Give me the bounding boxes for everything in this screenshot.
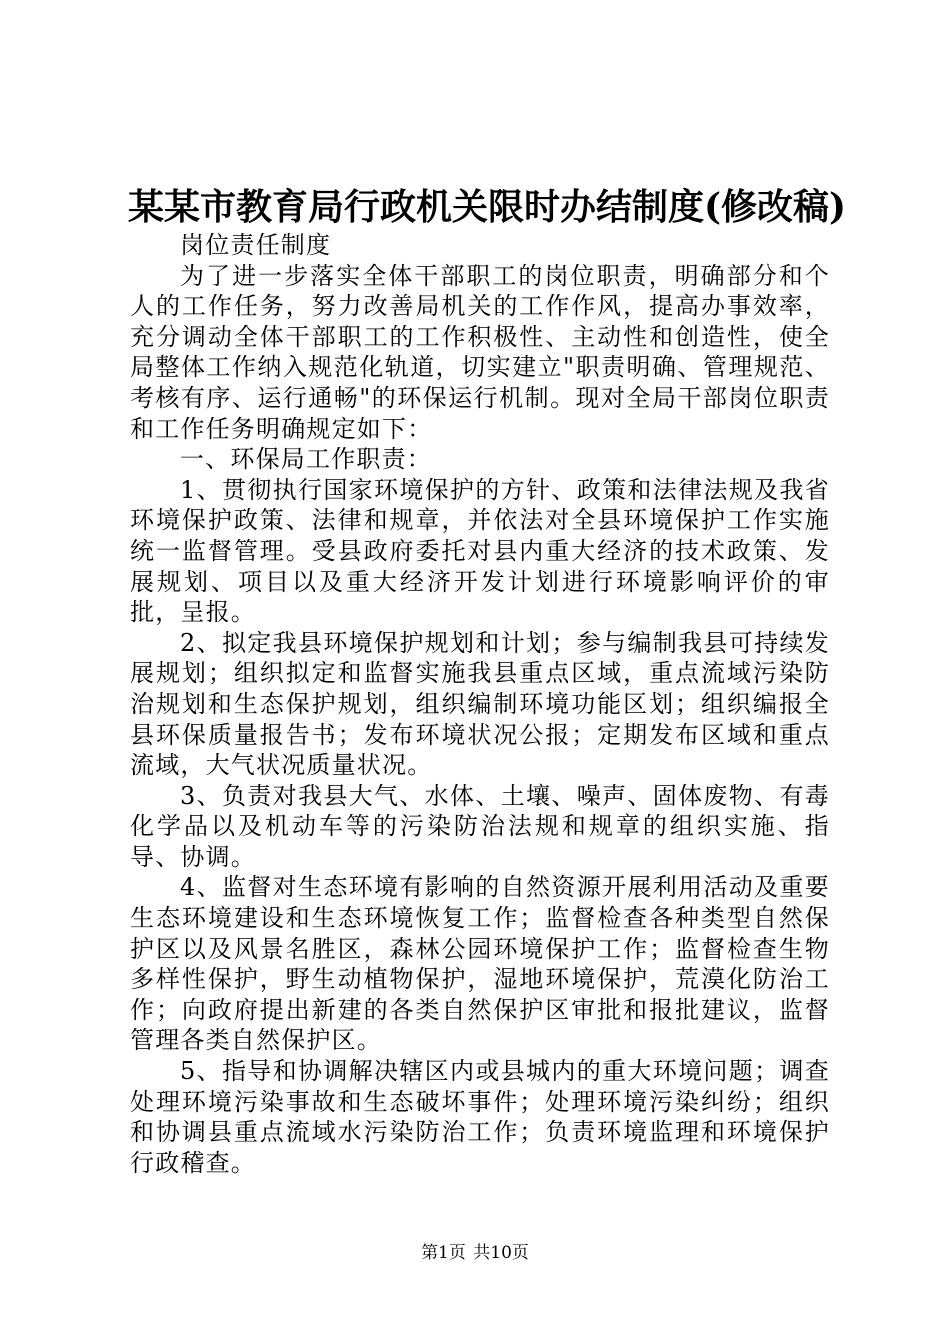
subsection-heading: 一、环保局工作职责：	[180, 445, 432, 474]
document-body	[130, 230, 830, 1178]
duty-item-5: 5、指导和协调解决辖区内或县城内的重大环境问题；调查处理环境污染事故和生态破坏事件；处理环境污染纠纷；组织和协调县重点流域水污染防治工作；负责环境监理和环境保护行政稽查。	[130, 1057, 830, 1177]
duty-item-1: 1、贯彻执行国家环境保护的方针、政策和法律法规及我省环境保护政策、法律和规章，并依法对全县环境保护工作实施统一监督管理。受县政府委托对县内重大经济的技术政策、发展规划、项目以及重大经济开发计划进行环境影响评价的审批，呈报。	[130, 475, 830, 627]
section-heading: 岗位责任制度	[180, 231, 332, 259]
duty-item-3: 3、负责对我县大气、水体、土壤、噪声、固体废物、有毒化学品以及机动车等的污染防治法规和规章的组织实施、指导、协调。	[130, 781, 830, 871]
intro-paragraph: 为了进一步落实全体干部职工的岗位职责，明确部分和个人的工作任务，努力改善局机关的工作作风，提高办事效率，充分调动全体干部职工的工作积极性、主动性和创造性，使全局整体工作纳入规范化轨道，切实建立"职责明确、管理规范、考核有序、运行通畅"的环保运行机制。现对全局干部岗位职责和工作任务明确规定如下：	[130, 261, 830, 443]
document-title: 某某市教育局行政机关限时办结制度(修改稿)	[128, 186, 847, 228]
duty-item-2: 2、拟定我县环境保护规划和计划；参与编制我县可持续发展规划；组织拟定和监督实施我县重点区域，重点流域污染防治规划和生态保护规划，组织编制环境功能区划；组织编报全县环保质量报告书；发布环境状况公报；定期发布区域和重点流域，大气状况质量状况。	[130, 628, 830, 780]
page-number-footer: 第1页 共10页	[421, 1243, 529, 1263]
duty-item-4: 4、监督对生态环境有影响的自然资源开展利用活动及重要生态环境建设和生态环境恢复工作；监督检查各种类型自然保护区以及风景名胜区，森林公园环境保护工作；监督检查生物多样性保护，野生动植物保护，湿地环境保护，荒漠化防治工作；向政府提出新建的各类自然保护区审批和报批建议，监督管理各类自然保护区。	[130, 873, 830, 1055]
